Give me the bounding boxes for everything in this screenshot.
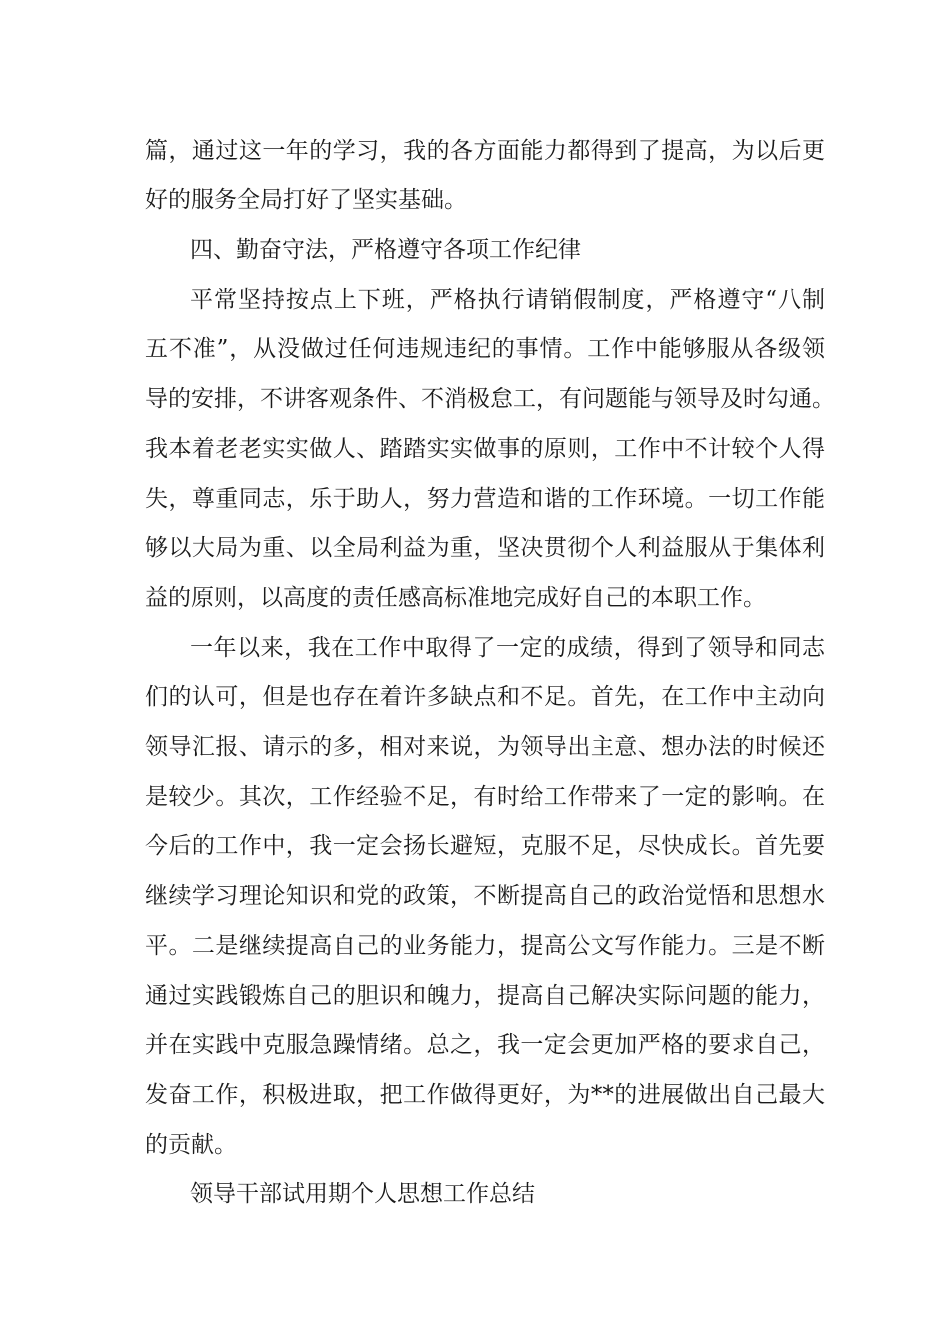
text-line: 导的安排，不讲客观条件、不消极怠工，有问题能与领导及时勾通。	[145, 386, 835, 412]
section-heading: 领导干部试用期个人思想工作总结	[190, 1181, 535, 1207]
text-line: 好的服务全局打好了坚实基础。	[145, 187, 467, 213]
text-line: 益的原则，以高度的责任感高标准地完成好自己的本职工作。	[145, 585, 766, 611]
text-line: 平常坚持按点上下班，严格执行请销假制度，严格遵守“八制	[190, 287, 825, 313]
text-line: 够以大局为重、以全局利益为重，坚决贯彻个人利益服从于集体利	[145, 535, 825, 561]
text-line: 今后的工作中，我一定会扬长避短，克服不足，尽快成长。首先要	[145, 833, 825, 859]
text-line: 平。二是继续提高自己的业务能力，提高公文写作能力。三是不断	[145, 933, 825, 959]
text-line: 领导汇报、请示的多，相对来说，为领导出主意、想办法的时候还	[145, 734, 825, 760]
text-line: 发奋工作，积极进取，把工作做得更好，为**的进展做出自己最大	[145, 1082, 825, 1108]
text-line: 的贡献。	[145, 1132, 237, 1158]
text-line: 是较少。其次，工作经验不足，有时给工作带来了一定的影响。在	[145, 784, 825, 810]
text-line: 继续学习理论知识和党的政策，不断提高自己的政治觉悟和思想水	[145, 883, 825, 909]
text-line: 一年以来，我在工作中取得了一定的成绩，得到了领导和同志	[190, 635, 825, 661]
text-line: 失，尊重同志，乐于助人，努力营造和谐的工作环境。一切工作能	[145, 486, 825, 512]
section-heading: 四、勤奋守法，严格遵守各项工作纪律	[190, 237, 581, 263]
text-line: 并在实践中克服急躁情绪。总之，我一定会更加严格的要求自己，	[145, 1032, 825, 1058]
text-line: 通过实践锻炼自己的胆识和魄力，提高自己解决实际问题的能力，	[145, 983, 825, 1009]
text-line: 五不准”，从没做过任何违规违纪的事情。工作中能够服从各级领	[145, 336, 825, 362]
text-line: 篇，通过这一年的学习，我的各方面能力都得到了提高，为以后更	[145, 138, 825, 164]
text-line: 我本着老老实实做人、踏踏实实做事的原则，工作中不计较个人得	[145, 436, 825, 462]
text-line: 们的认可，但是也存在着许多缺点和不足。首先，在工作中主动向	[145, 684, 825, 710]
